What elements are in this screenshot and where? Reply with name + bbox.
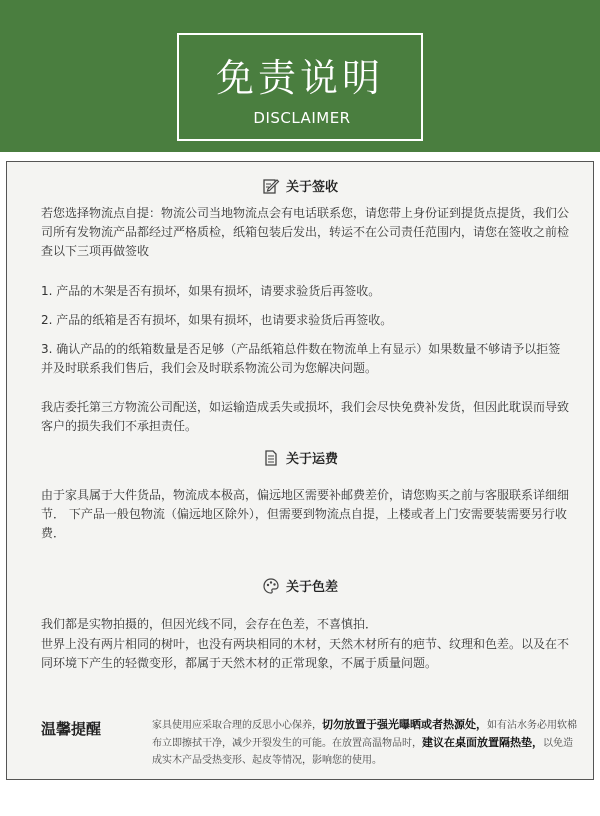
title-frame xyxy=(177,33,423,141)
section-freight-heading xyxy=(7,448,593,467)
section-color-heading xyxy=(7,576,593,595)
color-line-2: 世界上没有两片相同的树叶，也没有两块相同的木材，天然木材所有的疤节、纹理和色差。以及在不同环境下产生的轻微变形，都属于天然木材的正常现象，不属于质量问题。 xyxy=(41,637,570,670)
sign-item-2: 2. 产品的纸箱是否有损坏，如果有损坏，也请要求验货后再签收。 xyxy=(41,313,393,327)
page-title: 免责说明 xyxy=(215,56,384,100)
section-freight-title: 关于运费 xyxy=(285,452,338,467)
sign-item-1: 1. 产品的木架是否有损坏，如果有损坏，请要求验货后再签收。 xyxy=(41,284,381,298)
sign-item-3: 3. 确认产品的的纸箱数量是否足够（产品纸箱总件数在物流单上有显示）如果数量不够请予以拒签并及时联系我们售后，我们会及时联系物流公司为您解决问题。 xyxy=(41,342,561,375)
disclaimer-panel xyxy=(6,161,594,780)
section-color-title: 关于色差 xyxy=(285,580,338,595)
reminder-text-3: 以免造成实木产品受热变形、起皮等情况，影响您的使用。 xyxy=(152,738,573,766)
reminder-text xyxy=(152,716,582,769)
reminder-title: 温馨提醒 xyxy=(41,720,102,738)
signature-pen-icon xyxy=(262,177,280,195)
page-subtitle: DISCLAIMER xyxy=(242,107,362,129)
section-sign-title: 关于签收 xyxy=(285,180,338,195)
palette-icon xyxy=(262,577,280,595)
reminder-bold-2: 建议在桌面放置隔热垫， xyxy=(422,736,543,749)
sign-intro: 若您选择物流点自提：物流公司当地物流点会有电话联系您，请您带上身份证到提货点提货，我们公司所有发物流产品都经过严格质检，纸箱包装后发出，转运不在公司责任范围内，请您在签收之前检查以下三项再做签收 xyxy=(41,206,570,258)
freight-text: 由于家具属于大件货品，物流成本极高，偏远地区需要补邮费差价，请您购买之前与客服联系详细细节． 下产品一般包物流（偏远地区除外），但需要到物流点自提，上楼或者上门安需要装需要另行收费． xyxy=(41,488,570,540)
section-sign-heading xyxy=(7,176,593,195)
document-icon xyxy=(262,449,280,467)
color-line-1: 我们都是实物拍摄的，但因光线不同，会存在色差，不喜慎拍． xyxy=(41,617,378,631)
reminder-bold-1: 切勿放置于强光曝晒或者热源处， xyxy=(322,718,487,731)
reminder-text-2: 如有沾水务必用软棉布立即擦拭干净，减少开裂发生的可能。在放置高温物品时， xyxy=(152,720,577,749)
sign-note: 我店委托第三方物流公司配送，如运输造成丢失或损坏，我们会尽快免费补发货，但因此耽误而导致客户的损失我们不承担责任。 xyxy=(41,400,570,433)
header-banner xyxy=(0,0,600,152)
reminder-text-1: 家具使用应采取合理的反思小心保养， xyxy=(152,720,322,731)
